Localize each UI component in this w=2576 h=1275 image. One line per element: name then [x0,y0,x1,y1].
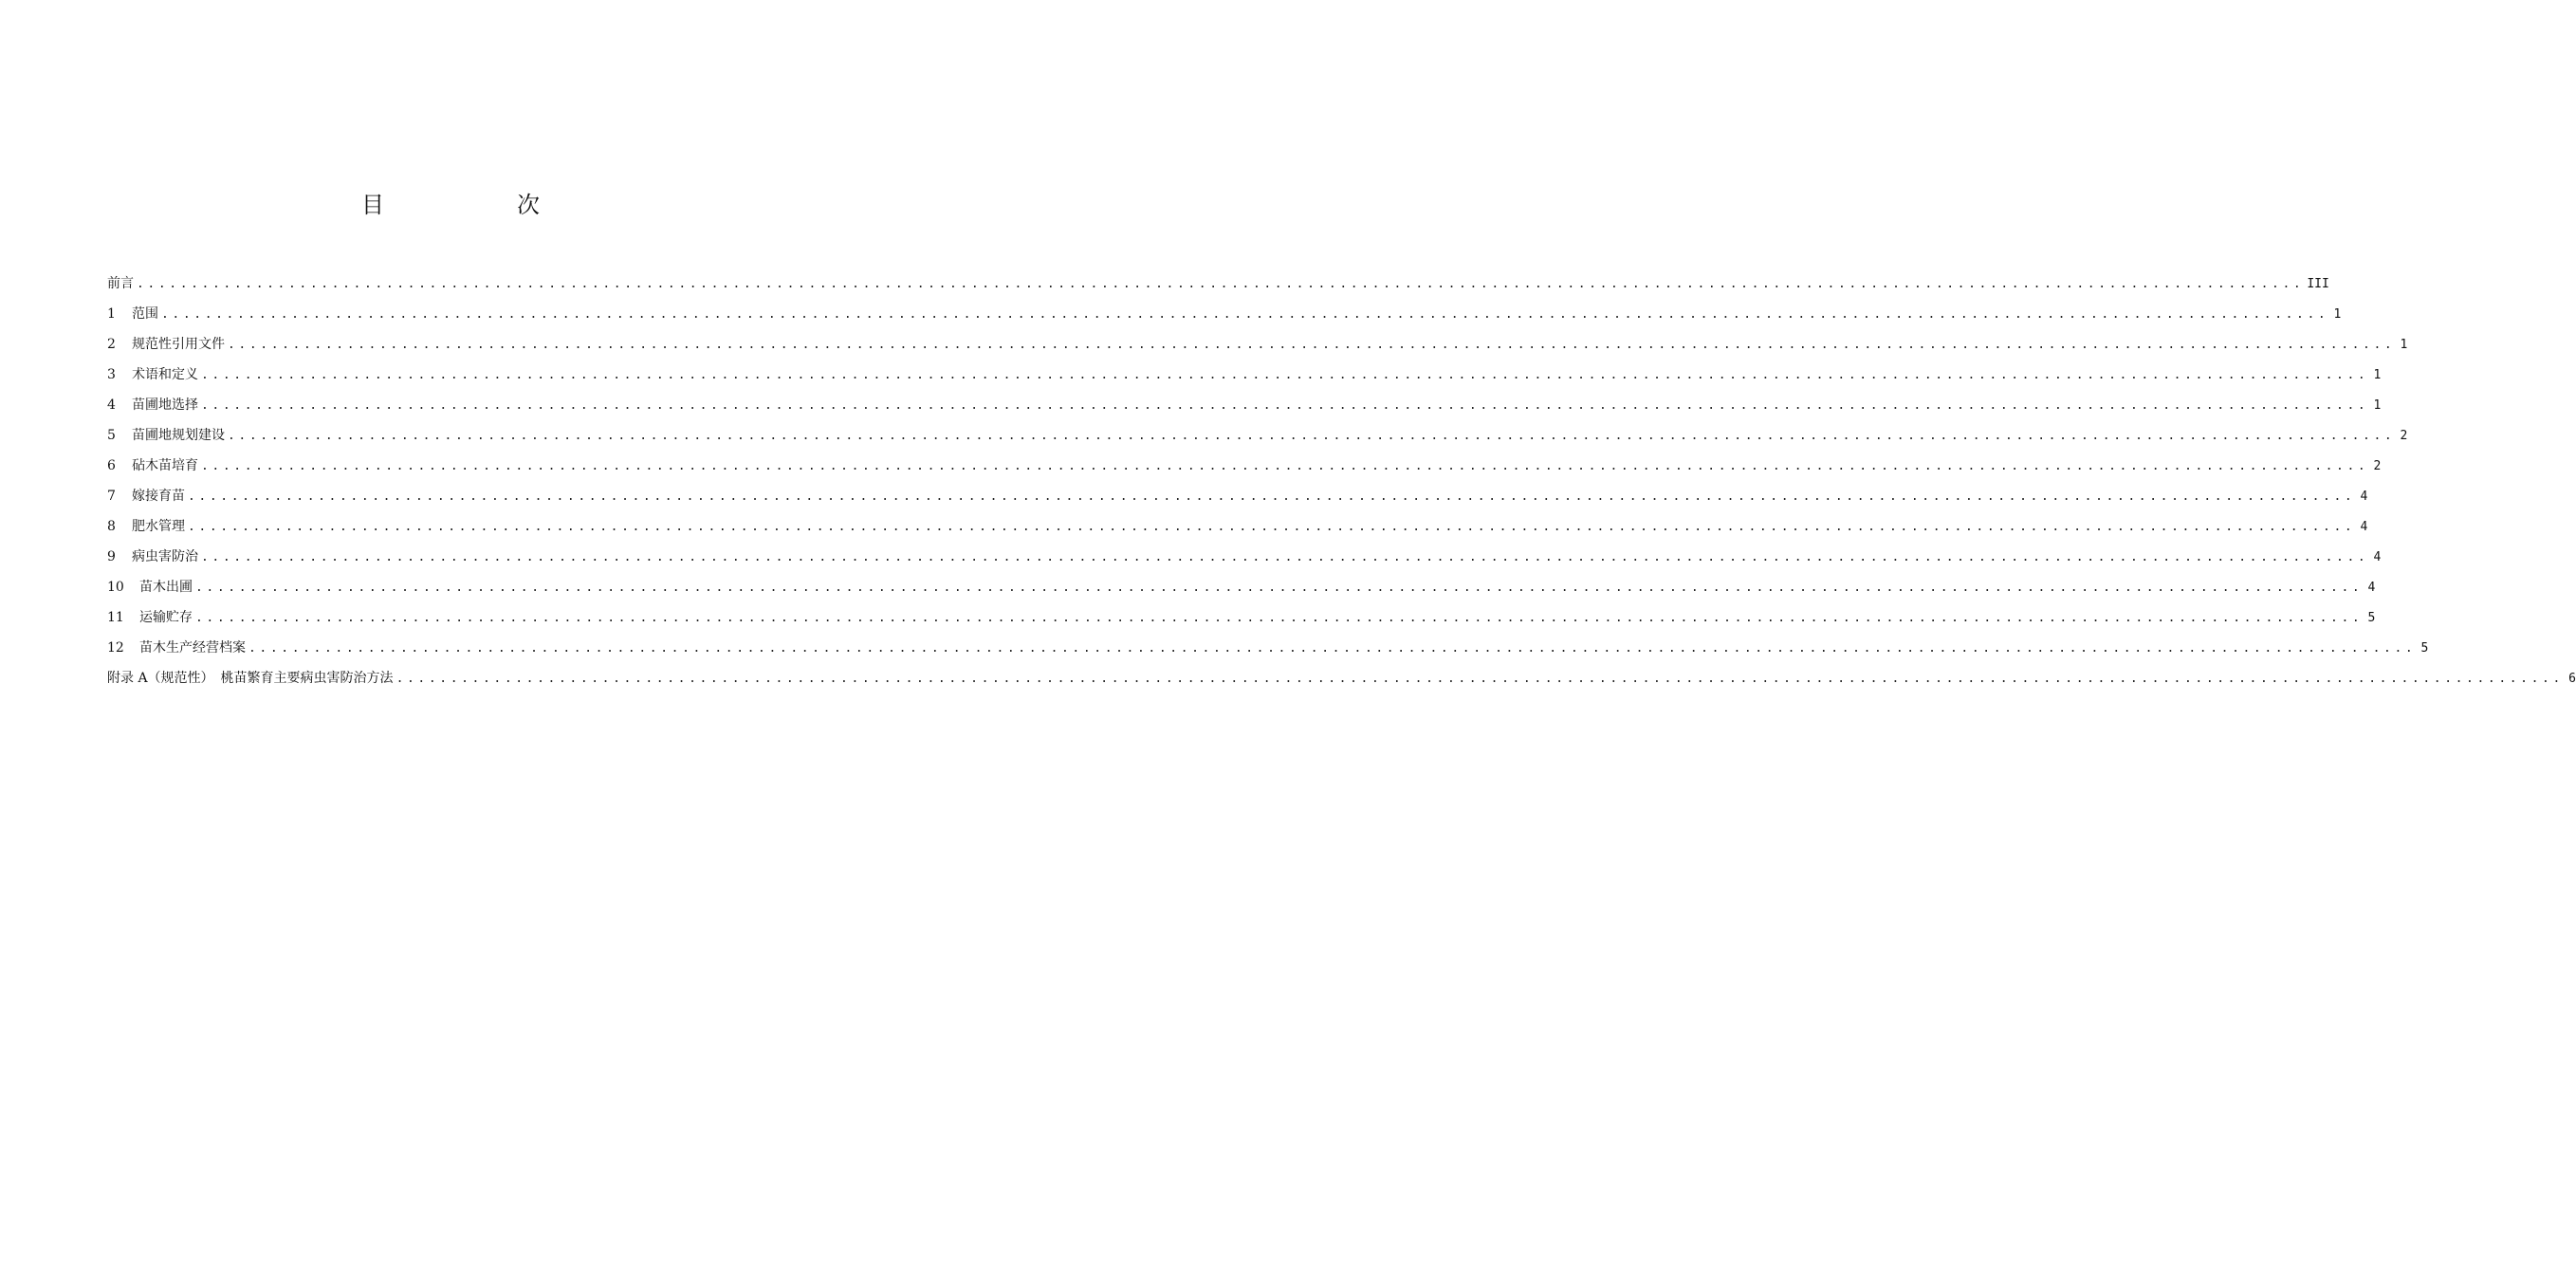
toc-entry-page: 1 [2373,398,2382,413]
dot-leader: ........................................................................................................................................................................................................ [195,581,2364,595]
toc-entry-appendix-a[interactable] [107,667,2576,697]
toc-entry-page: 4 [2360,520,2368,534]
toc-entry-page: III [2307,277,2329,291]
toc-entry-4[interactable] [107,394,2382,424]
toc-entry-label: 肥水管理 [132,519,185,534]
toc-list [107,272,2576,697]
toc-entry-number: 5 [107,428,116,443]
toc-entry-page: 4 [2360,490,2368,504]
toc-entry-12[interactable] [107,637,2429,667]
toc-entry-page: 4 [2373,550,2382,564]
dot-leader: ........................................................................................................................................................................................................ [248,641,2417,656]
toc-entry-6[interactable] [107,454,2382,485]
toc-entry-page: 1 [2400,338,2408,352]
toc-entry-foreword[interactable] [107,272,2329,303]
toc-entry-label: 附录 A（规范性） 桃苗繁育主要病虫害防治方法 [107,671,394,686]
toc-entry-3[interactable] [107,363,2382,394]
toc-entry-label: 前言 [107,276,134,291]
toc-entry-number: 3 [107,367,116,382]
toc-entry-number: 4 [107,397,116,413]
toc-entry-page: 1 [2373,368,2382,382]
toc-entry-page: 1 [2333,307,2342,322]
toc-entry-number: 10 [107,580,124,595]
toc-entry-number: 1 [107,306,116,322]
dot-leader: ........................................................................................................................................................................................................ [188,520,2356,534]
toc-entry-label: 术语和定义 [132,367,198,382]
toc-entry-11[interactable] [107,606,2376,637]
toc-entry-label: 苗木生产经营档案 [139,640,246,656]
dot-leader: ........................................................................................................................................................................................................ [201,550,2369,564]
toc-entry-5[interactable] [107,424,2408,454]
toc-entry-8[interactable] [107,515,2368,545]
toc-entry-page: 2 [2400,429,2408,443]
toc-title: 目 次 [361,192,595,218]
toc-entry-number: 11 [107,610,124,625]
dot-leader: ........................................................................................................................................................................................................ [228,338,2396,352]
toc-entry-10[interactable] [107,576,2376,606]
toc-entry-label: 运输贮存 [139,610,193,625]
dot-leader: ........................................................................................................................................................................................................ [396,672,2564,686]
toc-entry-number: 8 [107,519,116,534]
toc-entry-2[interactable] [107,333,2408,363]
dot-leader: ........................................................................................................................................................................................................ [201,459,2369,473]
dot-leader: ........................................................................................................................................................................................................ [195,611,2364,625]
toc-entry-number: 6 [107,458,116,473]
toc-entry-number: 9 [107,549,116,564]
toc-entry-label: 苗圃地选择 [132,397,198,413]
toc-entry-page: 6 [2568,672,2576,686]
dot-leader: ........................................................................................................................................................................................................ [228,429,2396,443]
toc-entry-label: 苗木出圃 [139,580,193,595]
dot-leader: ........................................................................................................................................................................................................ [201,398,2369,413]
toc-entry-7[interactable] [107,485,2368,515]
toc-entry-number: 2 [107,337,116,352]
toc-entry-page: 5 [2420,641,2429,656]
toc-entry-number: 7 [107,489,116,504]
dot-leader: ........................................................................................................................................................................................................ [161,307,2329,322]
toc-entry-9[interactable] [107,545,2382,576]
toc-entry-page: 2 [2373,459,2382,473]
toc-entry-label: 砧木苗培育 [132,458,198,473]
toc-entry-label: 苗圃地规划建设 [132,428,225,443]
toc-entry-number: 12 [107,640,124,656]
toc-entry-label: 规范性引用文件 [132,337,225,352]
dot-leader: ........................................................................................................................................................................................................ [201,368,2369,382]
toc-entry-label: 嫁接育苗 [132,489,185,504]
dot-leader: ........................................................................................................................................................................................................ [188,490,2356,504]
dot-leader: ........................................................................................................................................................................................................ [137,277,2305,291]
toc-entry-label: 范围 [132,306,158,322]
toc-entry-1[interactable] [107,303,2342,333]
toc-entry-page: 5 [2367,611,2376,625]
toc-entry-page: 4 [2367,581,2376,595]
toc-entry-label: 病虫害防治 [132,549,198,564]
